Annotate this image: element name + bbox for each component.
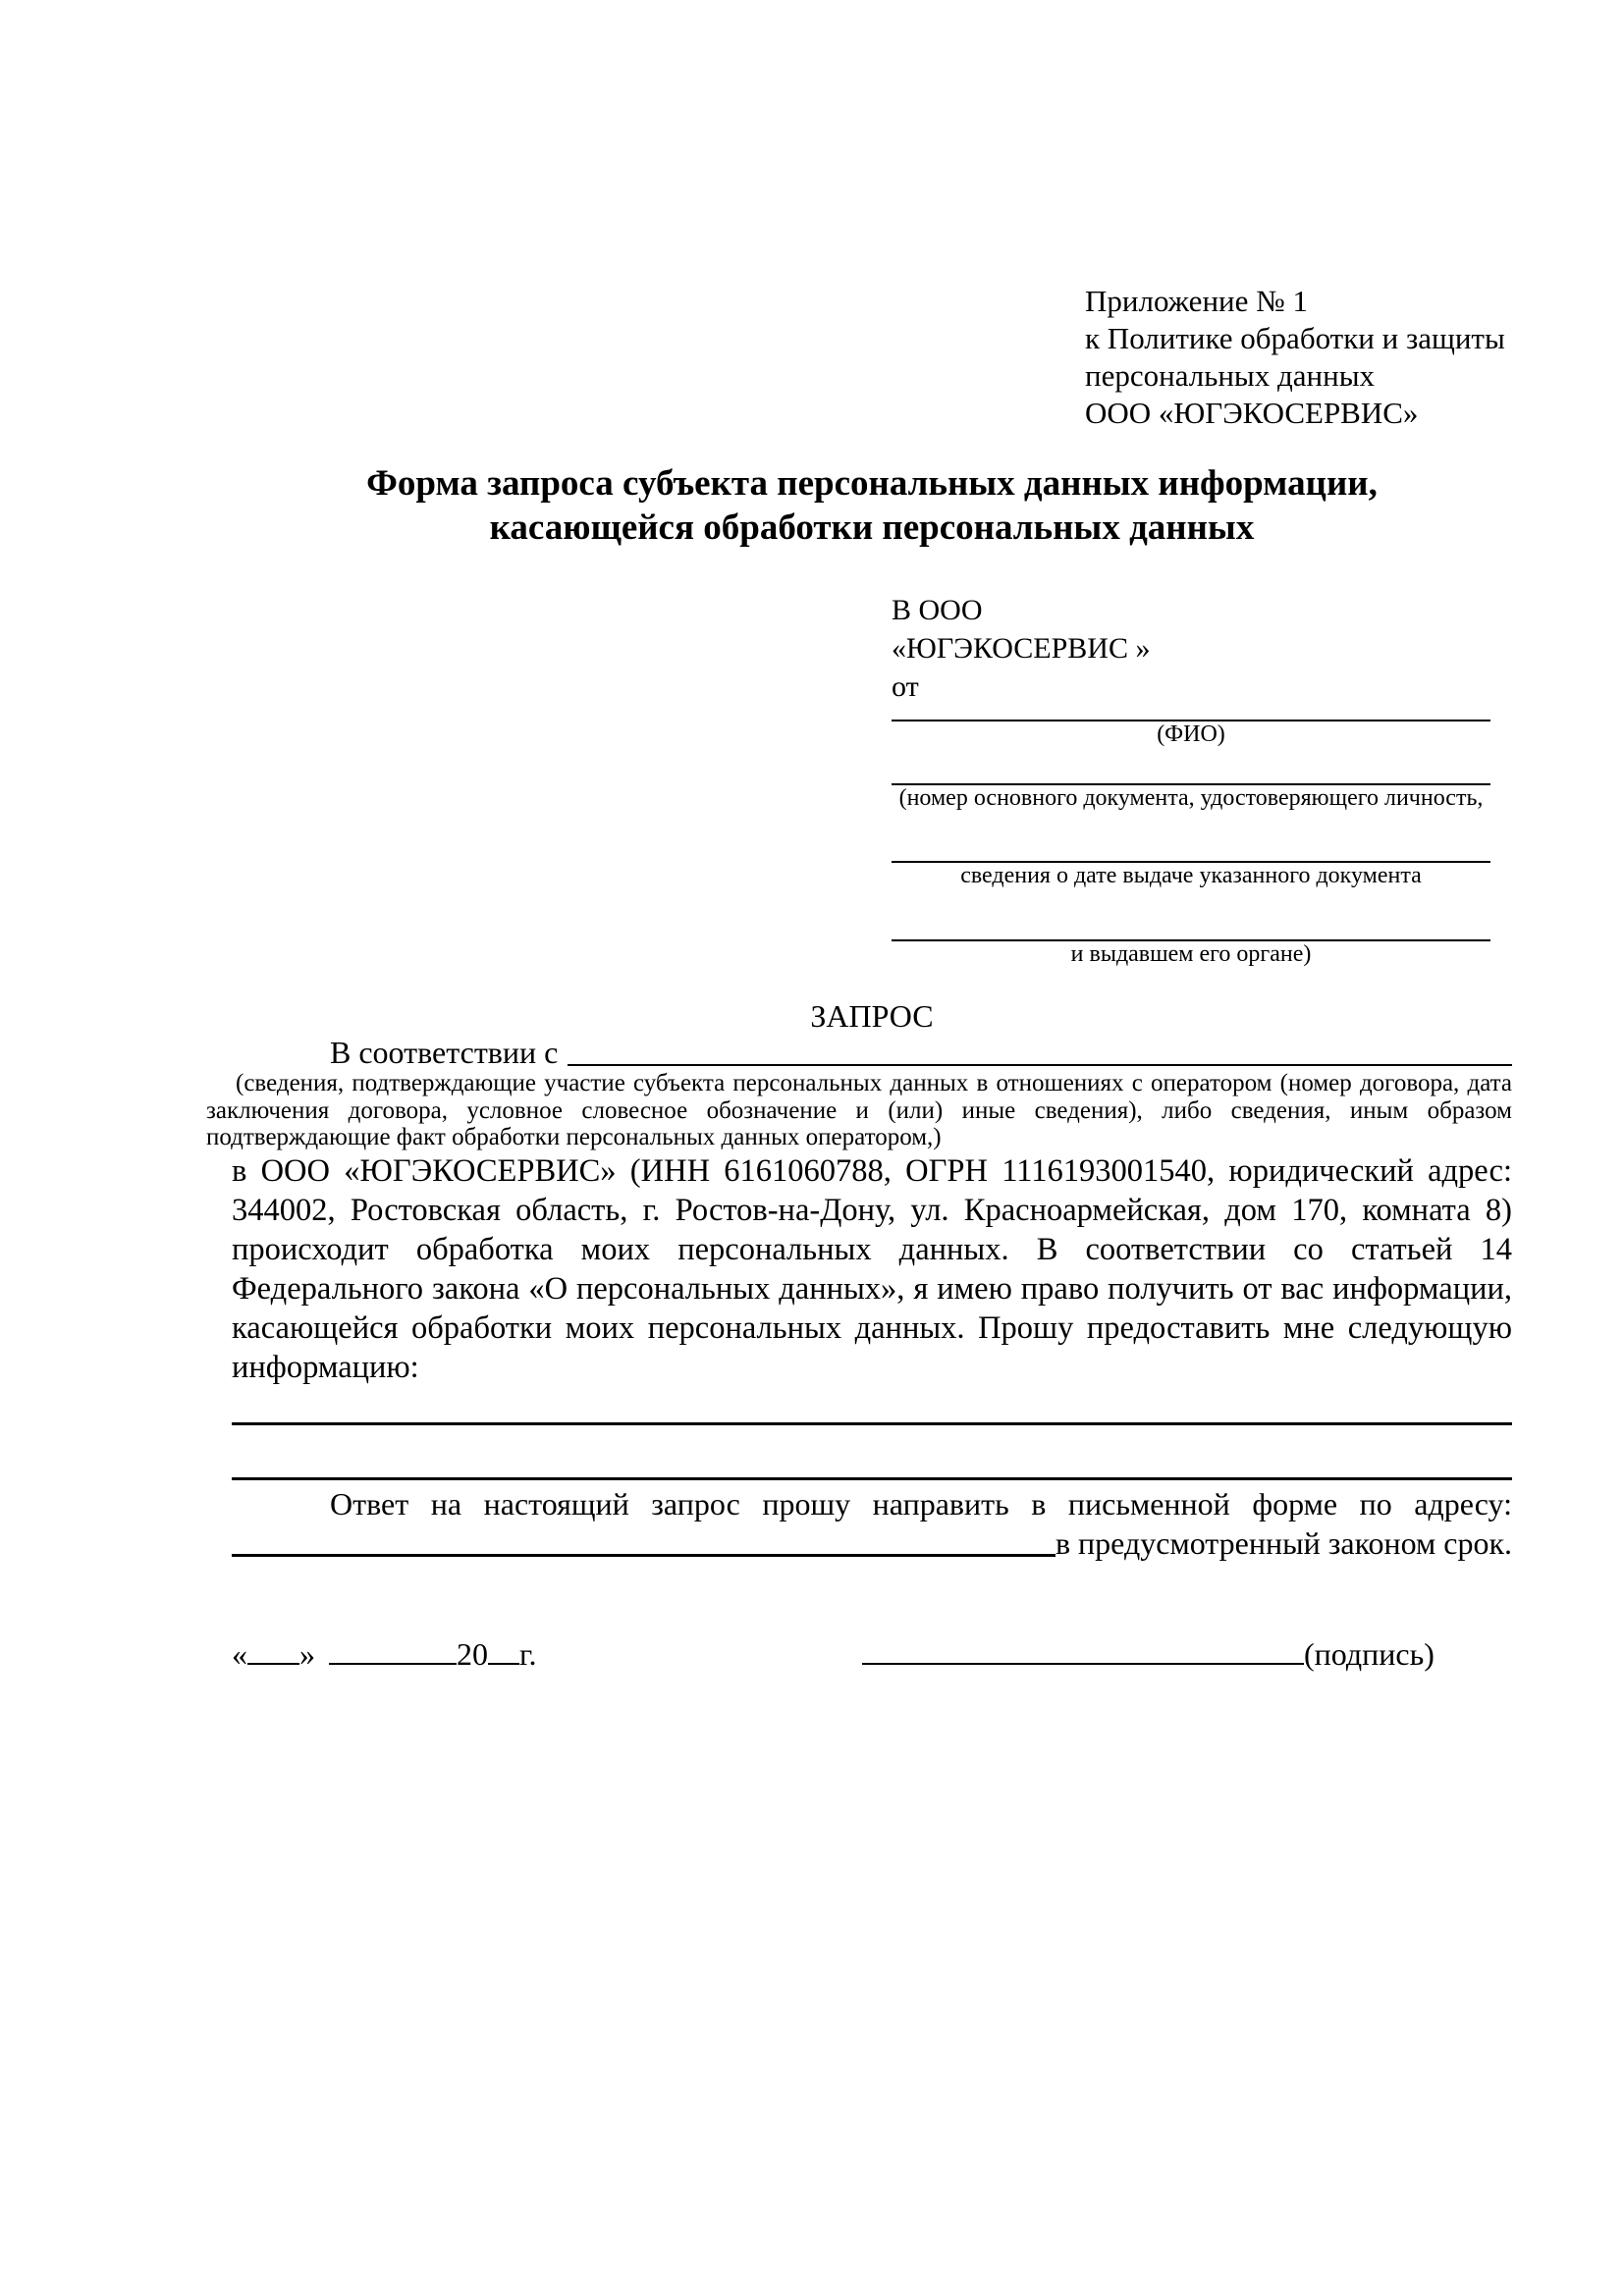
addressee-org-line-2: «ЮГЭКОСЕРВИС »	[892, 632, 1151, 665]
doc-issuer-field-line[interactable]	[892, 925, 1490, 941]
date-signature-row	[232, 1631, 1512, 1690]
reply-tail-text: в предусмотренный законом срок.	[1055, 1525, 1512, 1561]
date-quote-close: »	[299, 1636, 315, 1672]
appendix-line: ООО «ЮГЭКОСЕРВИС»	[1085, 396, 1419, 430]
month-field-line[interactable]	[329, 1631, 457, 1665]
signature-group	[862, 1631, 1435, 1674]
address-field-line[interactable]	[232, 1554, 1056, 1557]
addressee-block	[892, 591, 1490, 967]
accordance-label: В соответствии с	[330, 1035, 559, 1070]
century-prefix: 20	[457, 1636, 488, 1672]
fio-caption: (ФИО)	[1157, 721, 1225, 747]
day-field-line[interactable]	[247, 1631, 299, 1665]
signature-caption: (подпись)	[1304, 1636, 1435, 1672]
from-label: от	[892, 670, 919, 703]
appendix-block	[1085, 283, 1505, 432]
appendix-line: персональных данных	[1085, 358, 1376, 393]
year-field-line[interactable]	[488, 1631, 519, 1665]
doc-date-field-line[interactable]	[892, 846, 1490, 863]
request-body-paragraph: в ООО «ЮГЭКОСЕРВИС» (ИНН 6161060788, ОГРН 1116193001540, юридический адрес: 344002, Ростовская область, г. Ростов-на-Дону, ул. Красноармейская, дом 170, комната 8) происходит обработка моих персональных данных. В соответствии со статьей 14 Федерального закона «О персональных данных», я имею право получить от вас информации, касающейся обработки моих персональных данных. Прошу предоставить мне следующую информацию:	[232, 1153, 1512, 1385]
accordance-row	[232, 1034, 1512, 1071]
doc-date-caption: сведения о дате выдаче указанного документа	[960, 863, 1422, 888]
addressee-org-line-1: В ООО	[892, 594, 983, 626]
reply-paragraph: Ответ на настоящий запрос прошу направить в письменной форме по адресу:	[330, 1486, 1512, 1522]
request-basis-field-line[interactable]	[568, 1064, 1512, 1066]
info-field-line-2[interactable]	[232, 1477, 1512, 1480]
request-heading: ЗАПРОС	[810, 998, 934, 1034]
form-title	[232, 461, 1512, 550]
doc-issuer-caption: и выдавшем его органе)	[1070, 941, 1312, 967]
form-title-line: Форма запроса субъекта персональных данных информации,	[366, 463, 1378, 504]
info-field-line-1[interactable]	[232, 1422, 1512, 1425]
doc-number-caption: (номер основного документа, удостоверяющего личность,	[898, 785, 1484, 811]
doc-number-field-line[interactable]	[892, 769, 1490, 785]
signature-field-line[interactable]	[862, 1631, 1304, 1665]
fio-field-line[interactable]	[892, 706, 1490, 721]
fine-print-note: (сведения, подтверждающие участие субъекта персональных данных в отношениях с оператором (номер договора, дата заключения договора, условное словесное обозначение и (или) иные сведения), либо сведения, иным образом подтверждающие факт обработки персональных данных оператором,)	[206, 1070, 1512, 1150]
date-quote-open: «	[232, 1636, 247, 1672]
year-suffix: г.	[519, 1636, 537, 1672]
appendix-line: к Политике обработки и защиты	[1085, 321, 1505, 355]
reply-tail-row	[232, 1523, 1512, 1563]
form-title-line: касающейся обработки персональных данных	[489, 507, 1255, 548]
appendix-line: Приложение № 1	[1085, 284, 1308, 318]
date-field	[232, 1631, 537, 1674]
